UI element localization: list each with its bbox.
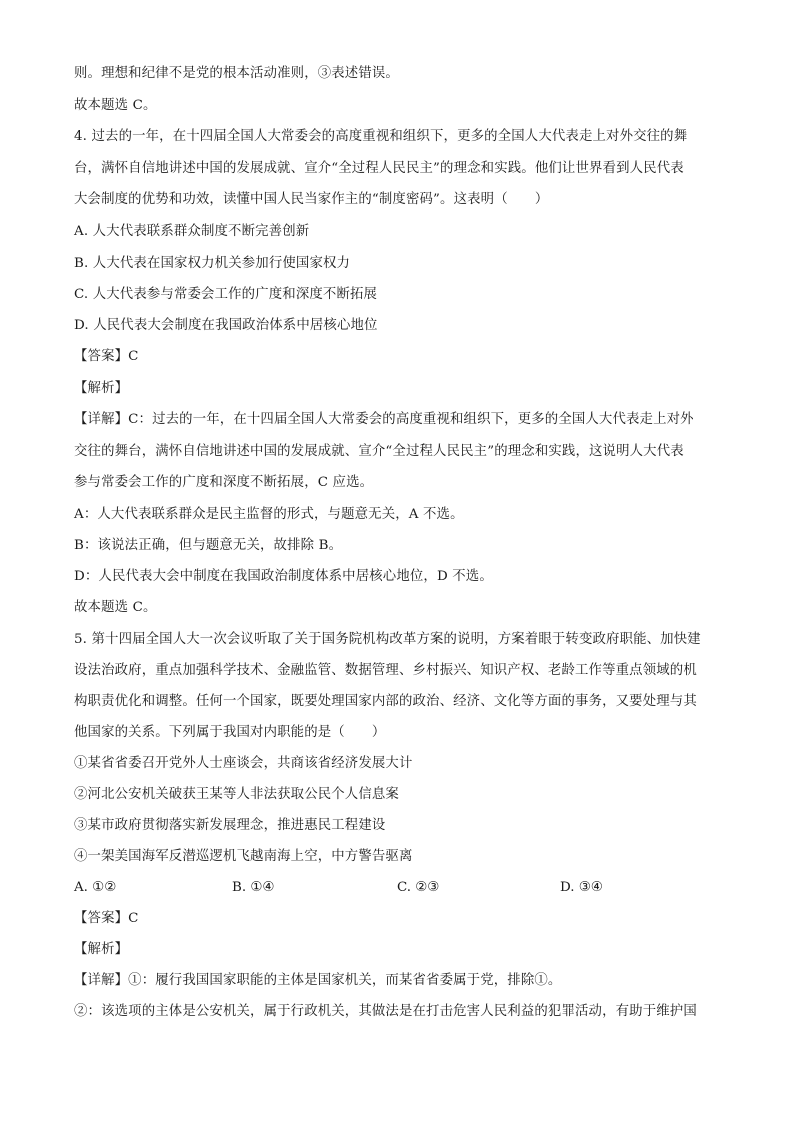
q4-detail-d: D：人民代表大会中制度在我国政治制度体系中居核心地位，D 不选。 — [74, 569, 493, 584]
q5-stem-line-1: 5. 第十四届全国人大一次会议听取了关于国务院机构改革方案的说明，方案着眼于转变政府职能、加快建 — [74, 632, 701, 647]
q4-analysis-label: 【解析】 — [74, 381, 129, 396]
q4-detail-a: A：人大代表联系群众是民主监督的形式，与题意无关，A 不选。 — [74, 507, 464, 522]
q5-stem-line-3: 构职责优化和调整。任何一个国家，既要处理国家内部的政治、经济、文化等方面的事务，又要处理与其 — [74, 694, 697, 709]
q5-item-4: ④一架美国海军反潜巡逻机飞越南海上空，中方警告驱离 — [74, 849, 413, 864]
q4-option-d: D. 人民代表大会制度在我国政治体系中居核心地位 — [74, 318, 378, 333]
q5-analysis-label: 【解析】 — [74, 942, 129, 957]
q5-option-b: B. ①④ — [232, 880, 275, 895]
q4-stem-line-2: 台，满怀自信地讲述中国的发展成就、宣介“全过程人民民主”的理念和实践。他们让世界看到人民代表 — [74, 161, 684, 176]
q5-answer: 【答案】C — [74, 911, 139, 926]
q5-detail-2: ②：该选项的主体是公安机关，属于行政机关，其做法是在打击危害人民利益的犯罪活动，有助于维护国 — [74, 1004, 697, 1019]
q4-stem-line-1: 4. 过去的一年，在十四届全国人大常委会的高度重视和组织下，更多的全国人大代表走上对外交往的舞 — [74, 129, 688, 144]
prev-question-tail: 则。理想和纪律不是党的根本活动准则，③表述错误。 — [74, 66, 399, 81]
q4-detail-line-1: 【详解】C：过去的一年，在十四届全国人大常委会的高度重视和组织下，更多的全国人大代表走上对外 — [74, 412, 694, 427]
q4-answer: 【答案】C — [74, 349, 139, 364]
q5-option-a: A. ①② — [74, 880, 117, 895]
q4-stem-line-3: 大会制度的优势和功效，读懂中国人民当家作主的“制度密码”。这表明（ ） — [74, 192, 549, 207]
prev-question-conclusion: 故本题选 C。 — [74, 98, 157, 113]
q4-option-b: B. 人大代表在国家权力机关参加行使国家权力 — [74, 256, 351, 271]
q5-option-c: C. ②③ — [397, 880, 440, 895]
q5-stem-line-2: 设法治政府，重点加强科学技术、金融监管、数据管理、乡村振兴、知识产权、老龄工作等重点领域的机 — [74, 663, 697, 678]
q4-conclusion: 故本题选 C。 — [74, 600, 157, 615]
q5-stem-line-4: 他国家的关系。下列属于我国对内职能的是（ ） — [74, 725, 386, 740]
q5-detail-1: 【详解】①：履行我国国家职能的主体是国家机关，而某省省委属于党，排除①。 — [74, 973, 562, 988]
q5-item-2: ②河北公安机关破获王某等人非法获取公民个人信息案 — [74, 787, 399, 802]
q4-option-a: A. 人大代表联系群众制度不断完善创新 — [74, 224, 310, 239]
q4-detail-b: B：该说法正确，但与题意无关，故排除 B。 — [74, 538, 343, 553]
q4-option-c: C. 人大代表参与常委会工作的广度和深度不断拓展 — [74, 287, 378, 302]
q5-item-3: ③某市政府贯彻落实新发展理念，推进惠民工程建设 — [74, 818, 386, 833]
q5-option-d: D. ③④ — [560, 880, 603, 895]
q5-item-1: ①某省省委召开党外人士座谈会，共商该省经济发展大计 — [74, 756, 413, 771]
q4-detail-line-2: 交往的舞台，满怀自信地讲述中国的发展成就、宣介“全过程人民民主”的理念和实践，这说明人大代表 — [74, 444, 684, 459]
q4-detail-line-3: 参与常委会工作的广度和深度不断拓展，C 应选。 — [74, 475, 374, 490]
